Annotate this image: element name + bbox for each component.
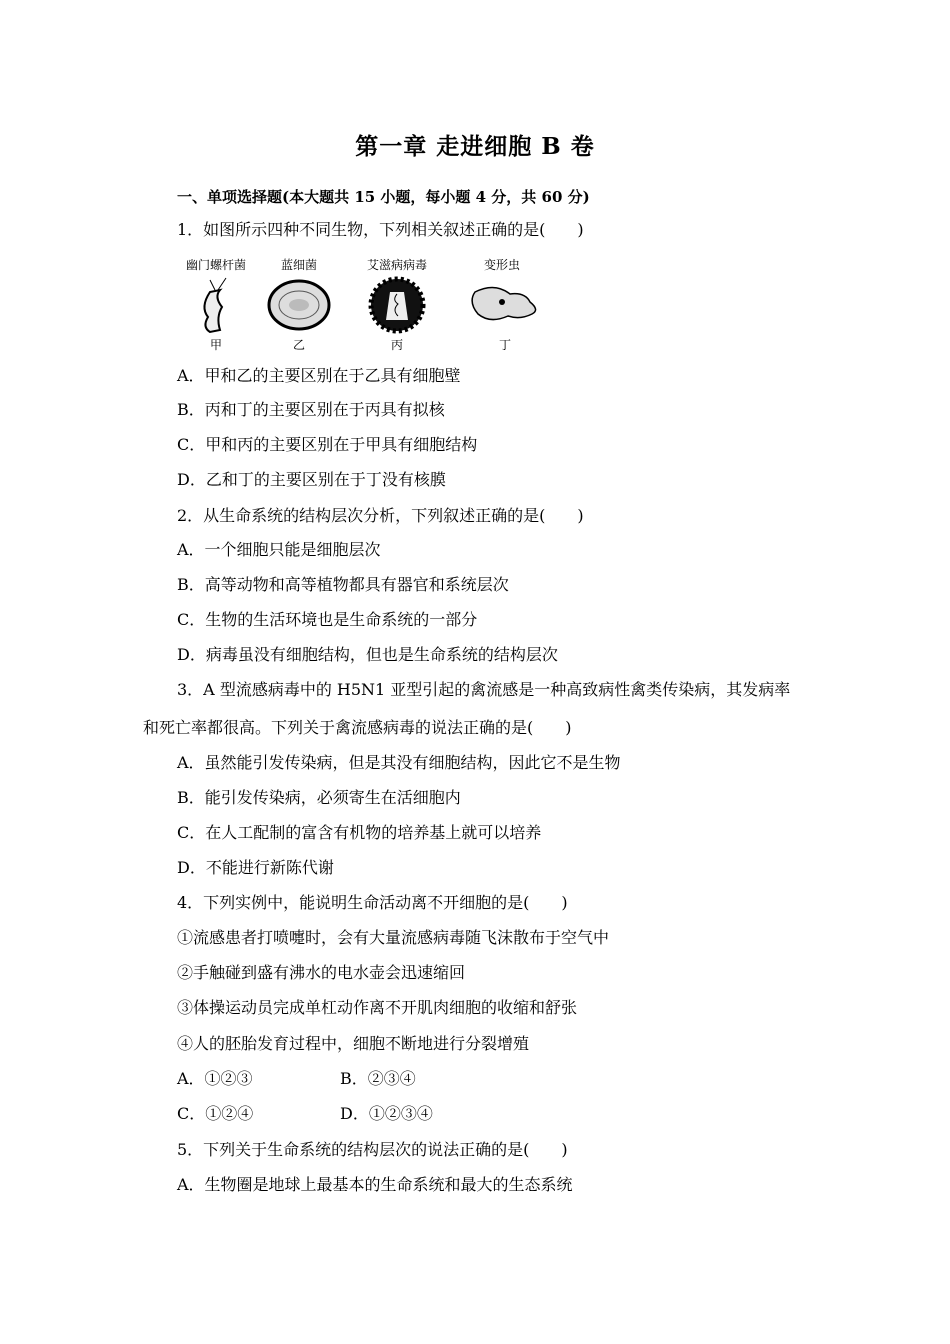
statement: ④人的胚胎发育过程中，细胞不断地进行分裂增殖 <box>177 1034 530 1053</box>
figure-name: 变形虫 <box>483 258 520 272</box>
option: B．丙和丁的主要区别在于丙具有拟核 <box>177 400 445 419</box>
option: A．一个细胞只能是细胞层次 <box>177 540 381 559</box>
figure-label: 丁 <box>498 338 511 352</box>
statement: ③体操运动员完成单杠动作离不开肌肉细胞的收缩和舒张 <box>177 998 578 1017</box>
option: D．①②③④ <box>340 1104 433 1123</box>
question-2-stem: 2．从生命系统的结构层次分析，下列叙述正确的是( ) <box>177 506 584 525</box>
figure-label: 甲 <box>209 338 222 352</box>
option: C．①②④ <box>177 1104 254 1123</box>
figure-name: 幽门螺杆菌 <box>185 258 246 272</box>
figure-label: 乙 <box>292 338 305 352</box>
figure-label: 丙 <box>390 338 403 352</box>
figure-name: 艾滋病病毒 <box>366 258 427 272</box>
question-3-stem: 3．A 型流感病毒中的 H5N1 亚型引起的禽流感是一种高致病性禽类传染病，其发病率 <box>177 680 791 699</box>
figure-name: 蓝细菌 <box>280 258 317 272</box>
statement: ②手触碰到盛有沸水的电水壶会迅速缩回 <box>177 963 466 982</box>
cyanobacteria-image <box>269 281 329 329</box>
question-3-stem-cont: 和死亡率都很高。下列关于禽流感病毒的说法正确的是( ) <box>143 718 572 737</box>
helicobacter-image <box>204 278 226 332</box>
option: C．生物的生活环境也是生命系统的一部分 <box>177 610 478 629</box>
option: C．甲和丙的主要区别在于甲具有细胞结构 <box>177 435 478 454</box>
hiv-image <box>371 279 423 331</box>
option: D．乙和丁的主要区别在于丁没有核膜 <box>177 470 446 489</box>
option: A．甲和乙的主要区别在于乙具有细胞壁 <box>177 366 461 385</box>
option: B．能引发传染病，必须寄生在活细胞内 <box>177 788 461 807</box>
question-4-stem: 4．下列实例中，能说明生命活动离不开细胞的是( ) <box>177 893 568 912</box>
page-title: 第一章 走进细胞 B 卷 <box>355 133 595 160</box>
organisms-figure <box>170 272 550 336</box>
option: B．②③④ <box>340 1069 416 1088</box>
option: B．高等动物和高等植物都具有器官和系统层次 <box>177 575 509 594</box>
option: A．①②③ <box>177 1069 253 1088</box>
option: C．在人工配制的富含有机物的培养基上就可以培养 <box>177 823 542 842</box>
question-5-stem: 5．下列关于生命系统的结构层次的说法正确的是( ) <box>177 1140 568 1159</box>
option: A．生物圈是地球上最基本的生命系统和最大的生态系统 <box>177 1175 573 1194</box>
question-1-stem: 1．如图所示四种不同生物，下列相关叙述正确的是( ) <box>177 220 584 239</box>
option: D．病毒虽没有细胞结构，但也是生命系统的结构层次 <box>177 645 558 664</box>
statement: ①流感患者打喷嚏时，会有大量流感病毒随飞沫散布于空气中 <box>177 928 610 947</box>
amoeba-image <box>472 287 535 319</box>
section-heading: 一、单项选择题(本大题共 15 小题，每小题 4 分，共 60 分) <box>177 188 590 206</box>
option: D．不能进行新陈代谢 <box>177 858 334 877</box>
option: A．虽然能引发传染病，但是其没有细胞结构，因此它不是生物 <box>177 753 621 772</box>
